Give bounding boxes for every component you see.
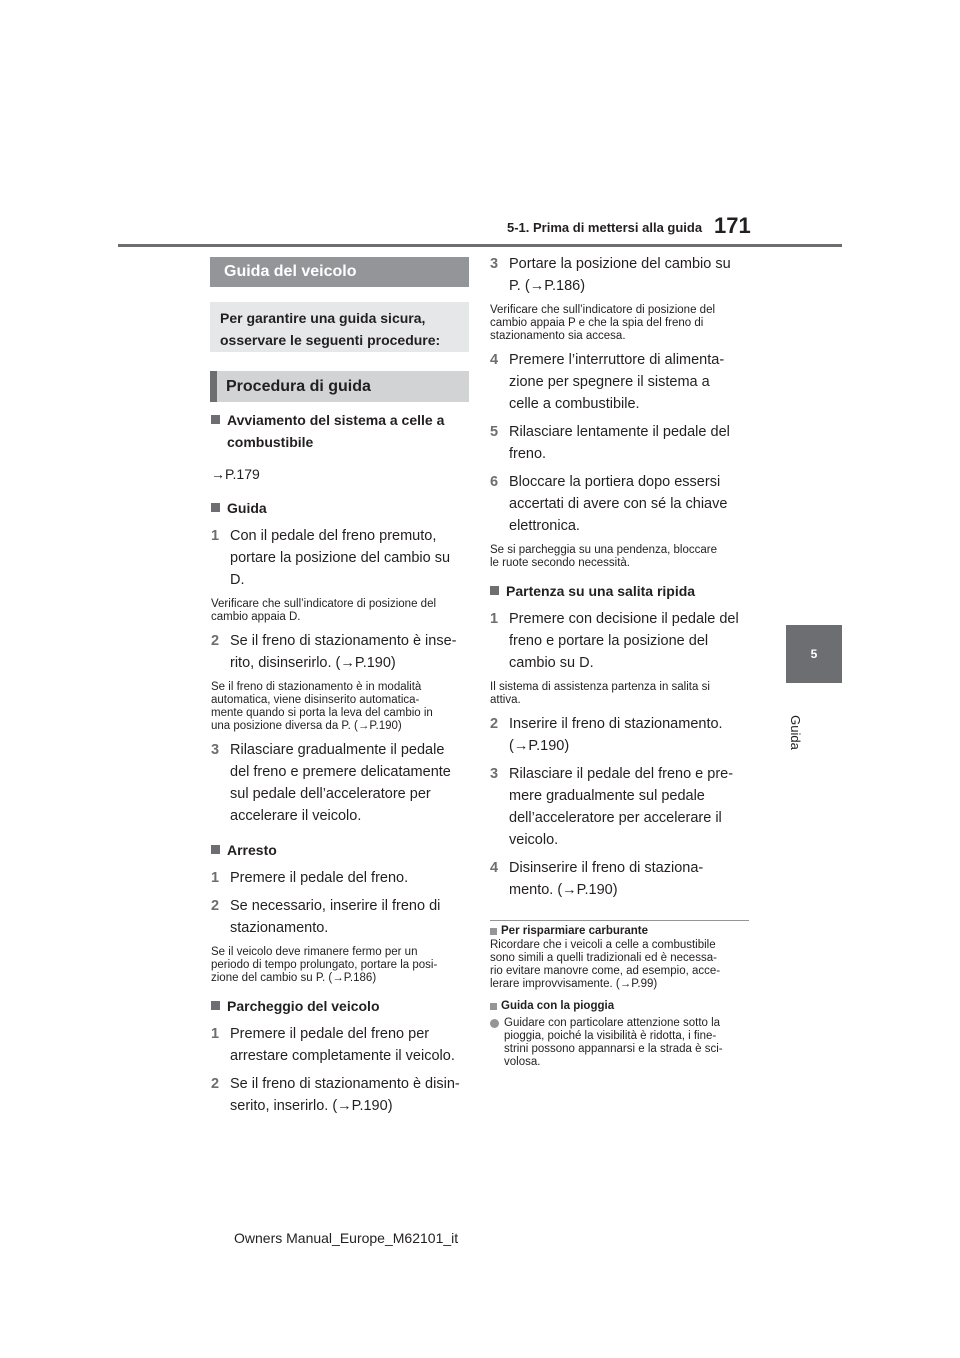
step: 2 Inserire il freno di stazionamento. (→P.190)	[490, 716, 723, 754]
chapter-tab[interactable]	[786, 625, 842, 683]
step: 4 Disinserire il freno di staziona- mento. (→P.190)	[490, 860, 704, 898]
tip-bullet: Guidare con particolare attenzione sotto la pioggia, poiché la visibilità è ridotta, i fine- strini possono appannarsi e la strada è sci- volosa.	[490, 1017, 752, 1069]
square-bullet-icon	[490, 928, 497, 935]
subheading-partenza-salita: Partenza su una salita ripida	[490, 580, 752, 602]
step: 1 Premere il pedale del freno per arrestare completamente il veicolo.	[211, 1026, 455, 1064]
subheading-guida: Guida	[211, 497, 473, 519]
square-bullet-icon	[490, 1003, 497, 1010]
tip-text: Ricordare che i veicoli a celle a combustibile sono simili a quelli tradizionali ed è necessa- rio evitare manovre come, ad esempio, acce- lerare improvvisamente. (→P.99)	[490, 939, 721, 990]
circle-bullet-icon	[490, 1019, 499, 1028]
step: 2 Se il freno di stazionamento è disin- serito, inserirlo. (→P.190)	[211, 1076, 460, 1114]
header-divider	[118, 244, 842, 247]
step: 3 Rilasciare il pedale del freno e pre- mere gradualmente sul pedale dell’acceleratore per accelerare il veicolo.	[490, 766, 734, 848]
section-title: 5-1. Prima di mettersi alla guida	[507, 220, 703, 235]
note: Verificare che sull’indicatore di posizione del cambio appaia D.	[211, 598, 437, 623]
heading-procedura-di-guida: Procedura di guida	[210, 371, 469, 402]
tips-section	[490, 925, 752, 1069]
note: Verificare che sull’indicatore di posizione del cambio appaia P e che la spia del freno di stazionamento sia accesa.	[490, 304, 716, 342]
intro-box: Per garantire una guida sicura, osservare le seguenti procedure:	[210, 302, 469, 352]
step: 4 Premere l’interruttore di alimenta- zione per spegnere il sistema a celle a combustibile.	[490, 352, 725, 412]
square-bullet-icon	[211, 415, 220, 424]
subheading-avviamento: Avviamento del sistema a celle a combustibile	[211, 409, 473, 453]
step: 1 Premere il pedale del freno.	[211, 870, 409, 886]
right-column	[490, 253, 752, 901]
section-divider	[490, 920, 749, 921]
square-bullet-icon	[211, 1001, 220, 1010]
heading-guida-del-veicolo: Guida del veicolo	[210, 257, 469, 287]
step: 6 Bloccare la portiera dopo essersi accertati di avere con sé la chiave elettronica.	[490, 474, 728, 534]
note: Il sistema di assistenza partenza in salita si attiva.	[490, 681, 710, 706]
page-number: 171	[714, 213, 751, 238]
step: 2 Se necessario, inserire il freno di stazionamento.	[211, 898, 441, 936]
page-reference: →P.179	[211, 466, 260, 482]
step: 2 Se il freno di stazionamento è inse- rito, disinserirlo. (→P.190)	[211, 633, 457, 671]
square-bullet-icon	[490, 586, 499, 595]
step: 3 Portare la posizione del cambio su P. (→P.186)	[490, 256, 731, 294]
note: Se il freno di stazionamento è in modalità automatica, viene disinserito automatica- mente quando si porta la leva del cambio in una posizione diversa da P. (→P.190)	[211, 681, 433, 732]
tip-heading-carburante: Per risparmiare carburante	[490, 925, 752, 938]
footer-doc-id: Owners Manual_Europe_M62101_it	[234, 1230, 459, 1246]
step: 5 Rilasciare lentamente il pedale del freno.	[490, 424, 730, 462]
subheading-arresto: Arresto	[211, 839, 473, 861]
step: 1 Premere con decisione il pedale del freno e portare la posizione del cambio su D.	[490, 611, 739, 671]
chapter-number: 5	[810, 647, 818, 661]
square-bullet-icon	[211, 845, 220, 854]
step: 1 Con il pedale del freno premuto, portare la posizione del cambio su D.	[211, 528, 451, 588]
step: 3 Rilasciare gradualmente il pedale del freno e premere delicatamente sul pedale dell’acceleratore per accelerare il veicolo.	[211, 742, 451, 824]
left-column	[211, 409, 473, 1117]
chapter-label: Guida	[787, 714, 803, 750]
tip-heading-pioggia: Guida con la pioggia	[490, 1000, 752, 1013]
note: Se il veicolo deve rimanere fermo per un periodo di tempo prolungato, portare la posi- zione del cambio su P. (→P.186)	[211, 946, 438, 984]
note: Se si parcheggia su una pendenza, bloccare le ruote secondo necessità.	[490, 544, 717, 569]
subheading-parcheggio: Parcheggio del veicolo	[211, 995, 473, 1017]
square-bullet-icon	[211, 503, 220, 512]
